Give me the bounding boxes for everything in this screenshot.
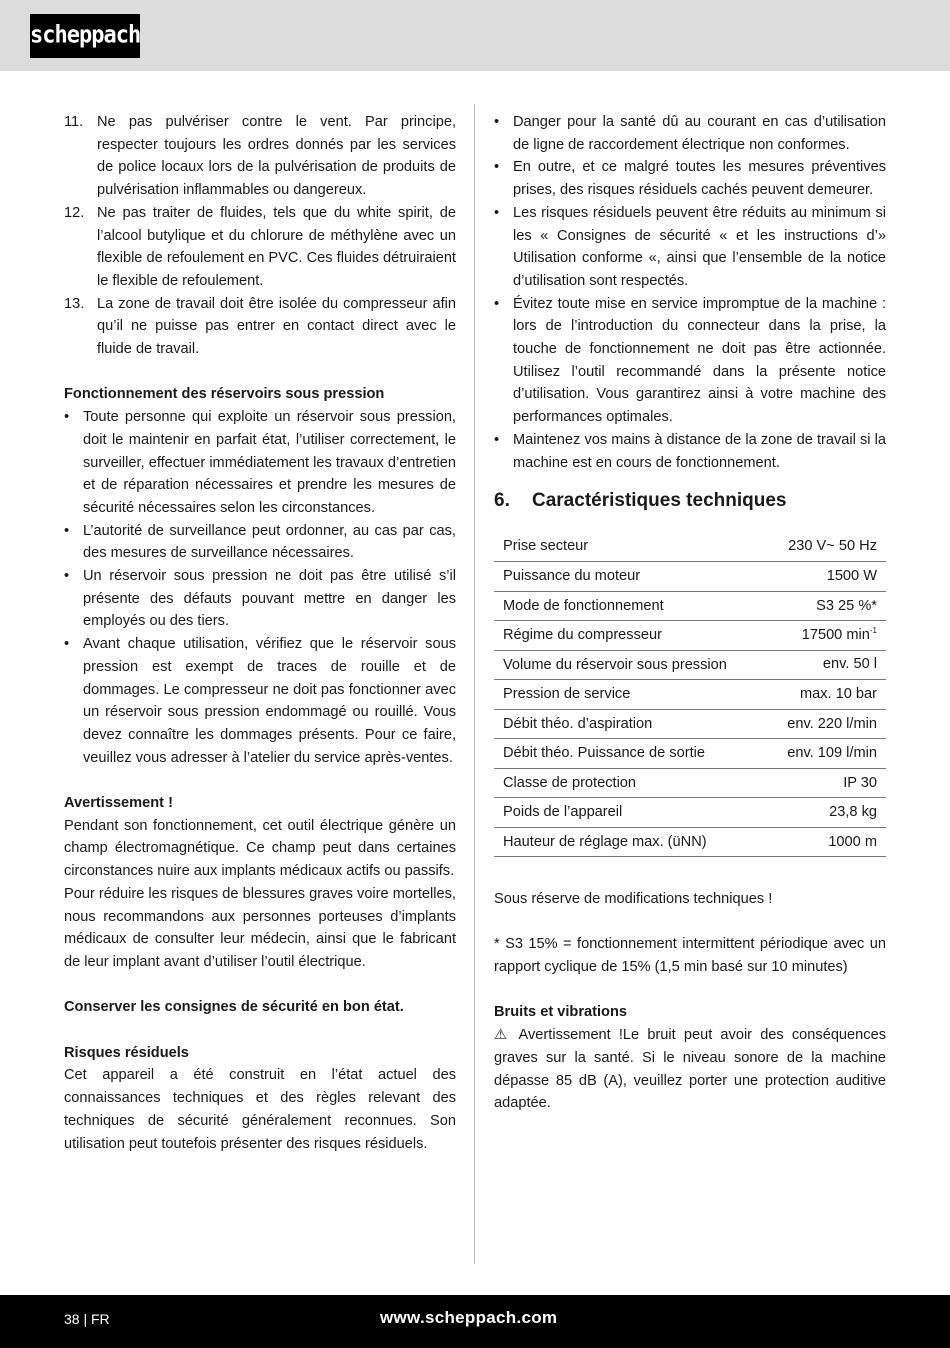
spec-label: Pression de service	[494, 680, 765, 710]
spec-row	[494, 621, 886, 651]
bullet-icon: •	[64, 568, 70, 585]
spec-row	[494, 591, 886, 621]
spec-row	[494, 650, 886, 680]
bullet-icon: •	[64, 522, 70, 539]
duty-cycle-footnote: * S3 15% = fonctionnement intermittent périodique avec un rapport cyclique de 15% (1,5 min basé sur 10 minutes)	[494, 936, 886, 976]
pressure-section-heading: Fonctionnement des réservoirs sous pression	[64, 386, 385, 403]
spec-value: 17500 $\min^{-1}$	[765, 621, 886, 651]
bullet-icon: •	[494, 114, 500, 130]
section-title: Caractéristiques techniques	[532, 490, 787, 512]
spec-label: Volume du réservoir sous pression	[494, 650, 765, 680]
list-item: 11. Ne pas pulvériser contre le vent. Par principe, respecter toujours les ordres donnés par les services de police locaux lors de la pulvérisation de produits de pulvérisation inflammables ou dangereux.	[64, 114, 456, 199]
spec-label: Classe de protection	[494, 768, 765, 798]
left-column	[64, 111, 456, 1155]
list-item: • Danger pour la santé dû au courant en cas d’utilisation de ligne de raccordement électrique non conformes.	[494, 111, 886, 156]
spec-row	[494, 709, 886, 739]
spec-label: Débit théo. d’aspiration	[494, 709, 765, 739]
warning-paragraph: Pendant son fonctionnement, cet outil électrique génère un champ électromagnétique. Ce champ peut dans certaines circonstances nuire aux implants médicaux actifs ou passifs.	[64, 817, 456, 880]
spec-row	[494, 827, 886, 857]
pressure-bullet-list	[64, 406, 456, 769]
spec-value: max. 10 bar	[765, 680, 886, 710]
list-item: • En outre, et ce malgré toutes les mesures préventives prises, des risques résiduels cachés peuvent demeurer.	[494, 156, 886, 201]
reserve-note: Sous réserve de modifications techniques !	[494, 890, 773, 907]
spec-value: env. 220 l/min	[765, 709, 886, 739]
spec-label: Prise secteur	[494, 532, 765, 562]
list-item: • Toute personne qui exploite un réservoir sous pression, doit le maintenir en parfait état, l’utiliser correctement, le surveiller, effectuer immédiatement les travaux d’entretien et de réparation nécessaires et prendre les mesures de sécurité nécessaires selon les circonstances.	[64, 406, 456, 520]
warning-paragraph: Pour réduire les risques de blessures graves voire mortelles, nous recommandons aux personnes porteuses d’implants médicaux de consulter leur médecin, ainsi que le fabricant de leur implant avant d’utiliser l’outil électrique.	[64, 885, 456, 970]
spec-row	[494, 562, 886, 592]
noise-warning-text: ⚠ Avertissement !Le bruit peut avoir des conséquences graves sur la santé. Si le niveau sonore de la machine dépasse 85 dB (A), veuillez porter une protection auditive adaptée.	[494, 1027, 886, 1112]
list-item: • Évitez toute mise en service impromptue de la machine : lors de l’introduction du connecteur dans la prise, la touche de fonctionnement ne doit pas être actionnée. Utilisez l’outil recommandé dans la présente notice d’utilisation. Vous garantirez ainsi à votre machine des performances optimales.	[494, 293, 886, 429]
list-item: • Maintenez vos mains à distance de la zone de travail si la machine est en cours de fonctionnement.	[494, 429, 886, 474]
section-number: 6.	[494, 490, 510, 512]
bullet-icon: •	[494, 204, 500, 221]
spec-row	[494, 768, 886, 798]
spec-value: 23,8 kg	[765, 798, 886, 828]
residual-risks-bullet-list	[494, 111, 886, 474]
page-number: 38 | FR	[64, 1311, 110, 1327]
numbered-safety-list	[64, 111, 456, 361]
page-footer	[0, 1295, 950, 1348]
bullet-icon: •	[494, 431, 500, 448]
spec-value: 1500 W	[765, 562, 886, 592]
list-item: • Un réservoir sous pression ne doit pas être utilisé s’il présente des défauts pouvant mettre en danger les employés ou des tiers.	[64, 565, 456, 633]
spec-value: 230 V~ 50 Hz	[765, 532, 886, 562]
website-link[interactable]: www.scheppach.com	[380, 1308, 558, 1327]
warning-heading: Avertissement !	[64, 795, 173, 812]
list-item: 13. La zone de travail doit être isolée du compresseur afin qu’il ne puisse pas entrer en contact direct avec le fluide de travail.	[64, 295, 456, 358]
spec-label: Mode de fonctionnement	[494, 591, 765, 621]
bullet-icon: •	[494, 295, 500, 312]
page-header	[0, 0, 950, 71]
warning-triangle-icon: ⚠	[494, 1027, 512, 1044]
spec-row	[494, 532, 886, 562]
bullet-icon: •	[494, 159, 500, 176]
list-item: • Avant chaque utilisation, vérifiez que le réservoir sous pression est exempt de traces de rouille et de dommages. Le compresseur ne doit pas fonctionner avec un réservoir sous pression endommagé ou rouillé. Vous devez connaître les dommages présents. Pour ce faire, veuillez vous adresser à l’atelier du service après-ventes.	[64, 633, 456, 769]
residual-risks-heading: Risques résiduels	[64, 1044, 189, 1061]
keep-instructions-note: Conserver les consignes de sécurité en bon état.	[64, 999, 404, 1016]
right-column	[494, 111, 886, 1115]
noise-heading: Bruits et vibrations	[494, 1004, 627, 1021]
bullet-icon: •	[64, 636, 70, 653]
spec-label: Hauteur de réglage max. (üNN)	[494, 827, 765, 857]
spec-label: Débit théo. Puissance de sortie	[494, 739, 765, 769]
spec-row	[494, 739, 886, 769]
spec-value: env. 50 l	[765, 650, 886, 680]
scheppach-logo: scheppach	[30, 14, 140, 58]
spec-value: S3 25 %*	[765, 591, 886, 621]
spec-row	[494, 680, 886, 710]
spec-label: Poids de l’appareil	[494, 798, 765, 828]
residual-risks-text: Cet appareil a été construit en l’état actuel des connaissances techniques et des règles relevant des techniques de sécurité généralement reconnues. Son utilisation peut toutefois présenter des risques résiduels.	[64, 1067, 456, 1152]
section-heading	[494, 488, 886, 514]
bullet-icon: •	[64, 409, 70, 426]
spec-label: Puissance du moteur	[494, 562, 765, 592]
spec-label: Régime du compresseur	[494, 621, 765, 651]
list-item: 12. Ne pas traiter de fluides, tels que du white spirit, de l’alcool butylique et du chlorure de méthylène avec un flexible de refoulement en PVC. Ces fluides détruiraient le flexible de refoulement.	[64, 204, 456, 289]
spec-row	[494, 798, 886, 828]
list-item: • L’autorité de surveillance peut ordonner, au cas par cas, des mesures de surveillance nécessaires.	[64, 520, 456, 565]
column-divider	[474, 104, 475, 1264]
spec-value: env. 109 l/min	[765, 739, 886, 769]
spec-value: 1000 m	[765, 827, 886, 857]
spec-value: IP 30	[765, 768, 886, 798]
list-item: • Les risques résiduels peuvent être réduits au minimum si les « Consignes de sécurité « et les instructions d’» Utilisation conforme «, ainsi que l’ensemble de la notice d’utilisation sont respectés.	[494, 202, 886, 293]
specifications-table	[494, 532, 886, 857]
